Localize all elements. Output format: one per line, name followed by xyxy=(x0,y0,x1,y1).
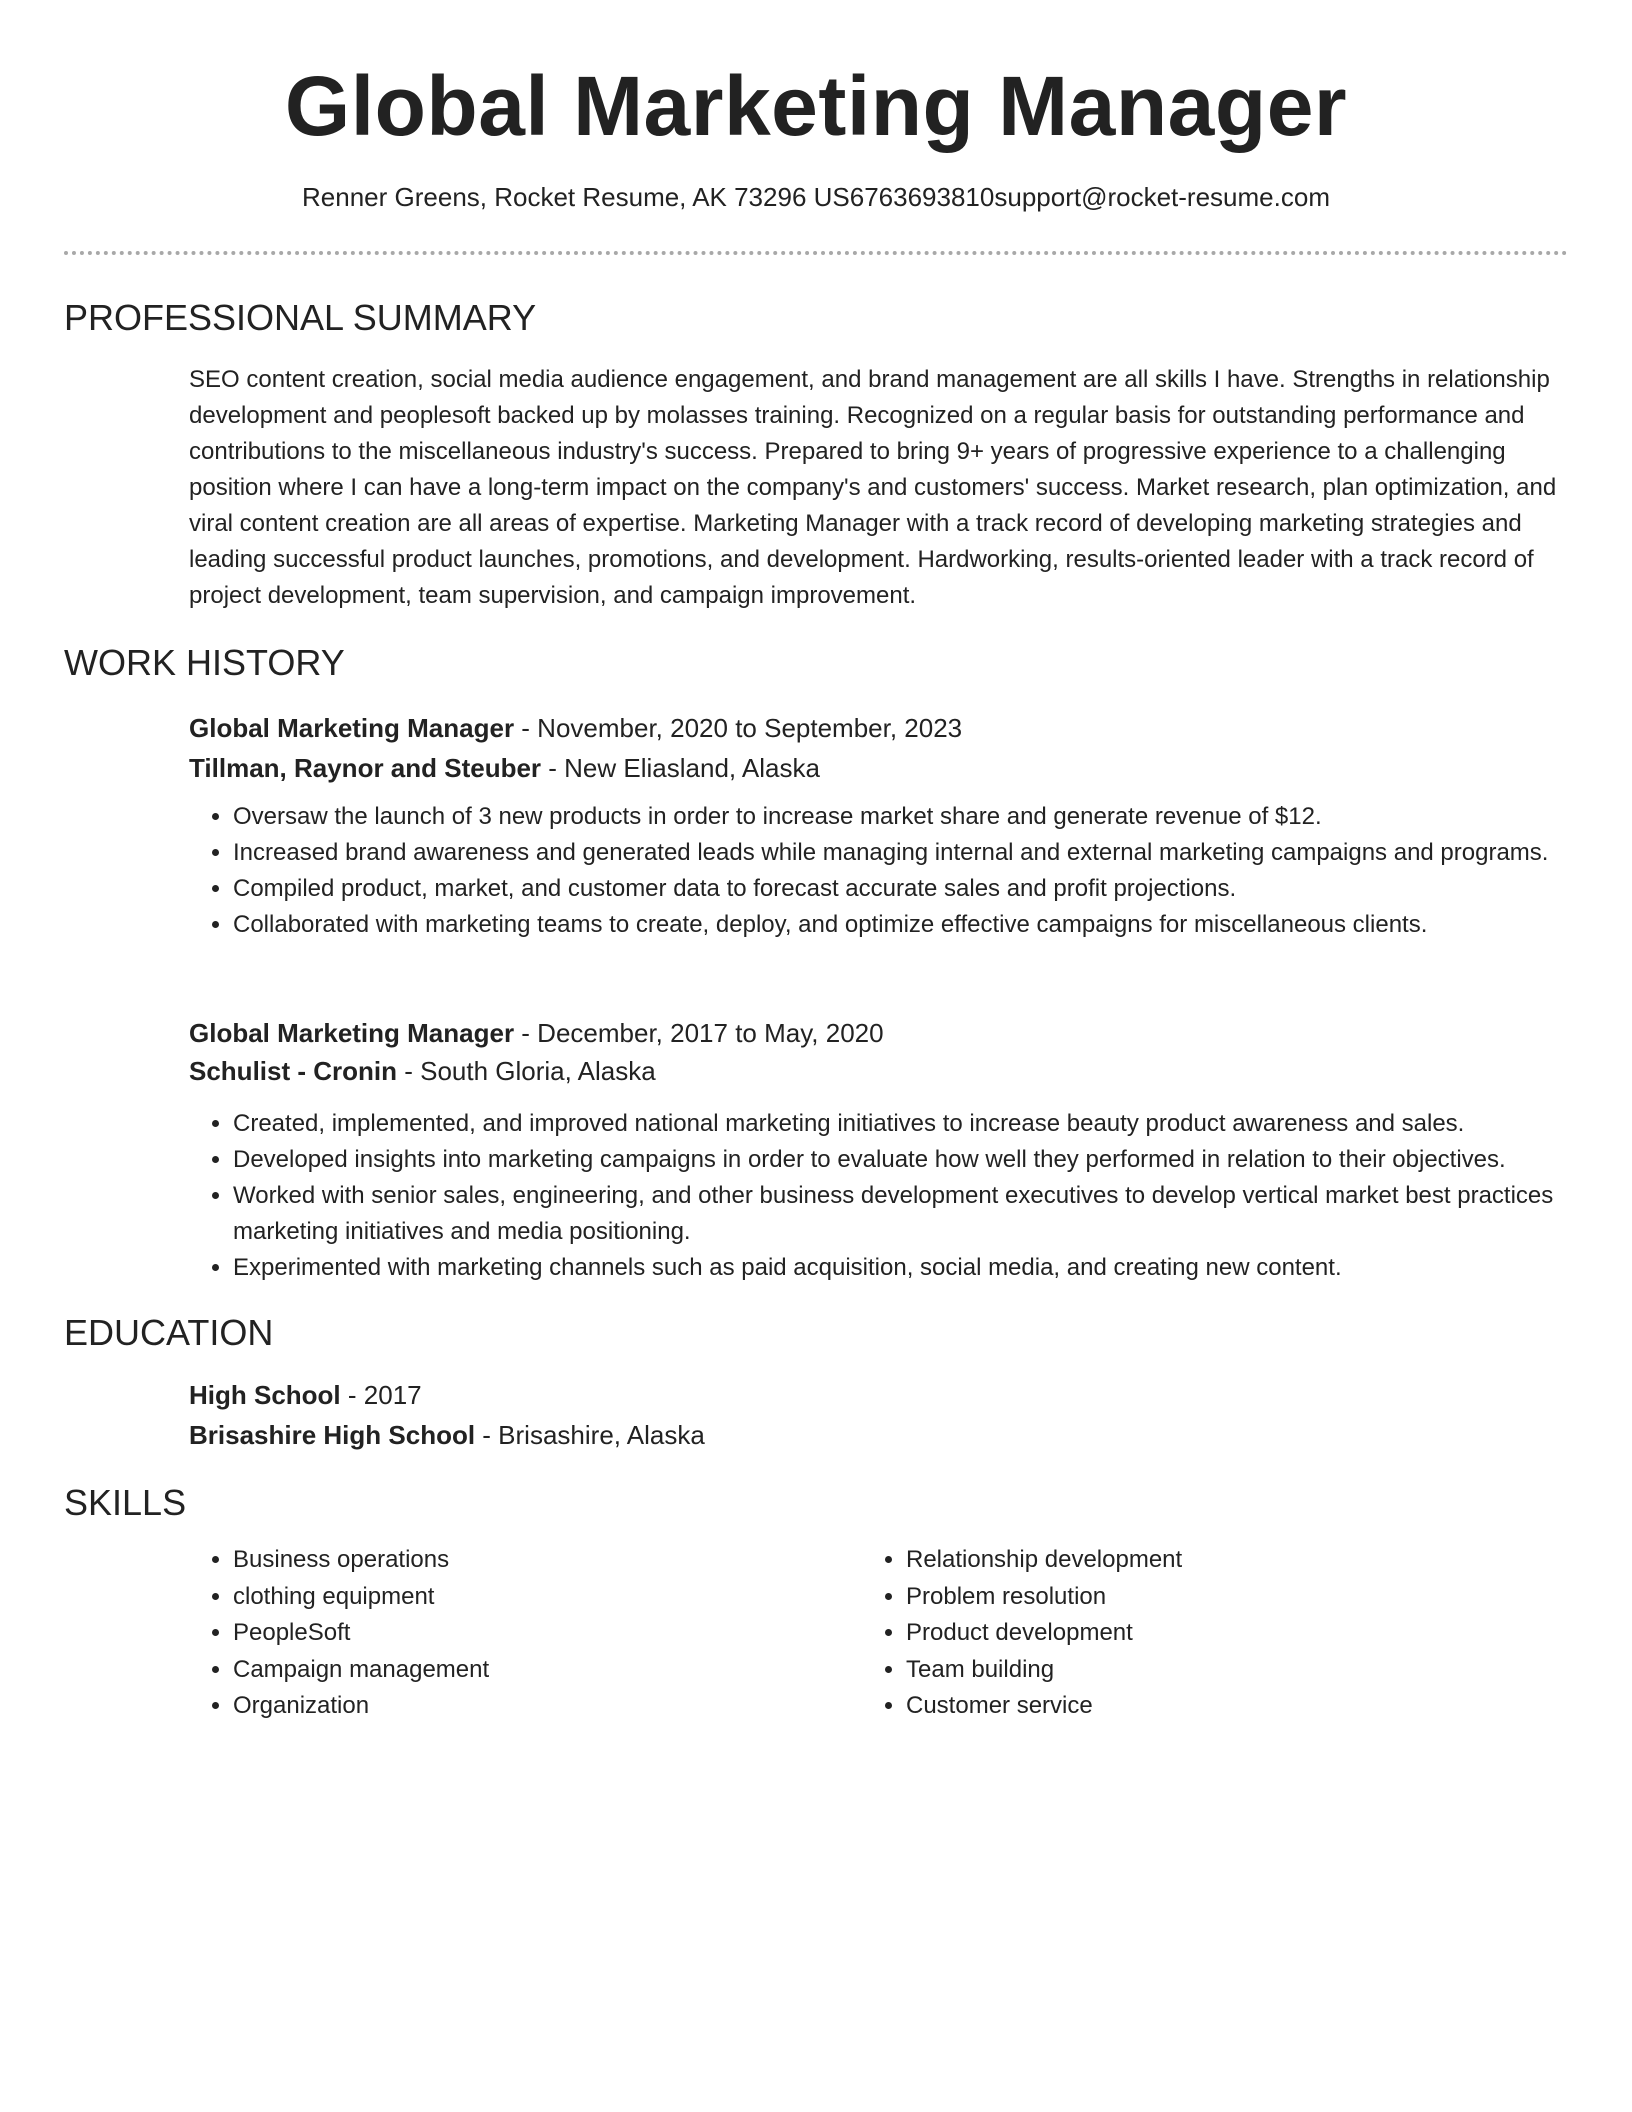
job-bullet: • Increased brand awareness and generated leads while managing internal and external marketing campaigns and programs. xyxy=(233,835,1574,871)
summary-text: SEO content creation, social media audience engagement, and brand management are all skills I have. Strengths in relationship development and peoplesoft backed up by molasses training. Recognized on a regular basis for outstanding performance and contributions to the miscellaneous industry's success. Prepared to bring 9+ years of progressive experience to a challenging position where I can have a long-term impact on the company's and customers' success. Market research, plan optimization, and viral content creation are all areas of expertise. Marketing Manager with a track record of developing marketing strategies and leading successful product launches, promotions, and development. Hardworking, results-oriented leader with a track record of project development, team supervision, and campaign improvement. xyxy=(189,366,1557,609)
skill-item: • Product development xyxy=(906,1615,1462,1652)
education-degree-line xyxy=(189,1376,1574,1414)
skills-list xyxy=(189,1542,789,1725)
summary-block xyxy=(189,362,1574,614)
job-title: Global Marketing Manager xyxy=(189,713,515,743)
section-title-skills: SKILLS xyxy=(64,1482,187,1523)
job-company-line xyxy=(189,749,1574,787)
job-bullet: • Collaborated with marketing teams to create, deploy, and optimize effective campaigns for miscellaneous clients. xyxy=(233,907,1574,943)
section-title-education: EDUCATION xyxy=(64,1312,274,1353)
job-bullet: • Developed insights into marketing campaigns in order to evaluate how well they performed in relation to their objectives. xyxy=(233,1142,1574,1178)
job-company: Tillman, Raynor and Steuber xyxy=(189,753,542,783)
skill-item: • Business operations xyxy=(233,1542,789,1579)
skill-item: • Problem resolution xyxy=(906,1579,1462,1616)
job-bullet-list xyxy=(189,1106,1574,1286)
job-title-line xyxy=(189,1014,1574,1052)
job-bullet: • Worked with senior sales, engineering, and other business development executives to develop vertical market best practices marketing initiatives and media positioning. xyxy=(233,1178,1574,1250)
skill-item: • PeopleSoft xyxy=(233,1615,789,1652)
job-bullet: • Compiled product, market, and customer data to forecast accurate sales and profit projections. xyxy=(233,871,1574,907)
education-school: Brisashire High School xyxy=(189,1420,476,1450)
job-bullet: • Experimented with marketing channels such as paid acquisition, social media, and creating new content. xyxy=(233,1250,1574,1286)
skill-item: • clothing equipment xyxy=(233,1579,789,1616)
job-title: Global Marketing Manager xyxy=(189,1018,515,1048)
contact-phone: 6763693810 xyxy=(849,182,995,212)
job-bullet: • Oversaw the launch of 3 new products in order to increase market share and generate revenue of $12. xyxy=(233,799,1574,835)
job-dates: - December, 2017 to May, 2020 xyxy=(514,1018,884,1048)
skill-item: • Customer service xyxy=(906,1688,1462,1725)
section-title-summary: PROFESSIONAL SUMMARY xyxy=(64,297,537,338)
job-title-line xyxy=(189,709,1574,747)
education-degree: High School xyxy=(189,1380,341,1410)
job-entry xyxy=(189,709,1574,943)
resume-page xyxy=(64,0,1568,1719)
contact-address: Renner Greens, Rocket Resume, AK 73296 US xyxy=(302,182,850,212)
contact-line xyxy=(64,180,1568,214)
job-company-line xyxy=(189,1052,1574,1090)
skill-item: • Relationship development xyxy=(906,1542,1462,1579)
education-school-line xyxy=(189,1416,1574,1454)
job-bullet: • Created, implemented, and improved national marketing initiatives to increase beauty product awareness and sales. xyxy=(233,1106,1574,1142)
skills-column-right xyxy=(862,1542,1462,1725)
education-year: - 2017 xyxy=(340,1380,422,1410)
section-title-work-history: WORK HISTORY xyxy=(64,642,345,683)
skill-item: • Organization xyxy=(233,1688,789,1725)
contact-email: support@rocket-resume.com xyxy=(994,182,1330,212)
job-dates: - November, 2020 to September, 2023 xyxy=(514,713,963,743)
job-bullet-list xyxy=(189,799,1574,943)
education-location: - Brisashire, Alaska xyxy=(475,1420,705,1450)
skills-column-left xyxy=(189,1542,789,1725)
skill-item: • Campaign management xyxy=(233,1652,789,1689)
resume-name-title: Global Marketing Manager xyxy=(284,59,1348,153)
job-location: - New Eliasland, Alaska xyxy=(541,753,820,783)
education-entry xyxy=(189,1376,1574,1454)
job-company: Schulist - Cronin xyxy=(189,1056,397,1086)
job-entry xyxy=(189,1014,1574,1286)
skill-item: • Team building xyxy=(906,1652,1462,1689)
skills-list xyxy=(862,1542,1462,1725)
job-location: - South Gloria, Alaska xyxy=(397,1056,656,1086)
header-divider xyxy=(64,251,1568,255)
